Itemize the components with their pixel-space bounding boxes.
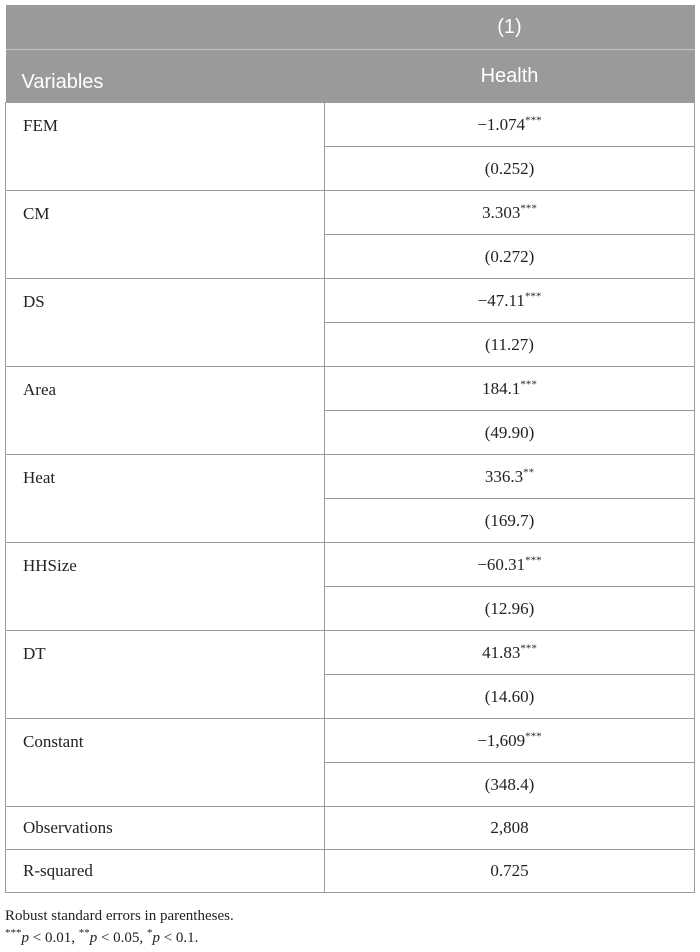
standard-error: (11.27) [325,323,695,367]
table-row [6,279,695,323]
standard-error: (49.90) [325,411,695,455]
sig3-text: < 0.1. [159,930,199,946]
variable-name: CM [6,191,325,279]
coefficient: 336.3 [484,466,524,486]
coefficient: 3.303 [482,202,521,222]
coefficient: −1,609 [477,730,526,750]
variables-header: Variables [6,50,325,103]
table-row [6,367,695,411]
coefficient-cell [325,719,695,763]
coefficient-cell [325,631,695,675]
stat-value: 2,808 [325,807,695,850]
table-row [6,543,695,587]
coefficient-cell [325,191,695,235]
variable-name: FEM [6,103,325,191]
table-row [6,191,695,235]
coefficient-cell [325,279,695,323]
variable-name: DS [6,279,325,367]
header-empty-cell [6,5,325,50]
sig2-p: p [89,930,98,946]
significance-stars: ** [523,465,535,478]
significance-stars: *** [520,641,537,654]
coefficient: −47.11 [477,290,525,310]
variable-name: Heat [6,455,325,543]
table-row [6,850,695,893]
regression-table [5,5,695,893]
variable-name: Constant [6,719,325,807]
significance-stars: *** [525,553,542,566]
coefficient: −1.074 [477,114,526,134]
stat-value: 0.725 [325,850,695,893]
table-row [6,719,695,763]
significance-stars: *** [525,113,542,126]
significance-stars: *** [525,729,542,742]
standard-error: (169.7) [325,499,695,543]
coefficient-cell [325,103,695,147]
sig2-stars: ** [78,927,90,939]
coefficient: 41.83 [482,642,521,662]
sig1-text: < 0.01, [29,930,79,946]
sig3-stars: * [146,927,153,939]
significance-stars: *** [520,377,537,390]
table-row [6,631,695,675]
variable-name: Area [6,367,325,455]
notes-line-significance [5,927,234,949]
sig3-p: p [152,930,160,946]
sig1-p: p [21,930,29,946]
standard-error: (0.272) [325,235,695,279]
coefficient: 184.1 [482,378,521,398]
coefficient-cell [325,455,695,499]
dependent-variable-header: Health [325,50,695,103]
model-number-header: (1) [325,5,695,50]
table-row [6,103,695,147]
coefficient-cell [325,543,695,587]
standard-error: (14.60) [325,675,695,719]
notes-line-robust-se: Robust standard errors in parentheses. [5,908,234,924]
sig1-stars: *** [5,927,22,939]
stat-name: Observations [6,807,325,850]
coefficient: −60.31 [477,554,526,574]
standard-error: (348.4) [325,763,695,807]
standard-error: (12.96) [325,587,695,631]
table-notes [5,905,234,949]
variable-name: DT [6,631,325,719]
variable-name: HHSize [6,543,325,631]
significance-stars: *** [524,289,542,302]
table-row [6,455,695,499]
sig2-text: < 0.05, [97,930,147,946]
coefficient-cell [325,367,695,411]
standard-error: (0.252) [325,147,695,191]
stat-name: R-squared [6,850,325,893]
table-row [6,807,695,850]
significance-stars: *** [520,201,537,214]
